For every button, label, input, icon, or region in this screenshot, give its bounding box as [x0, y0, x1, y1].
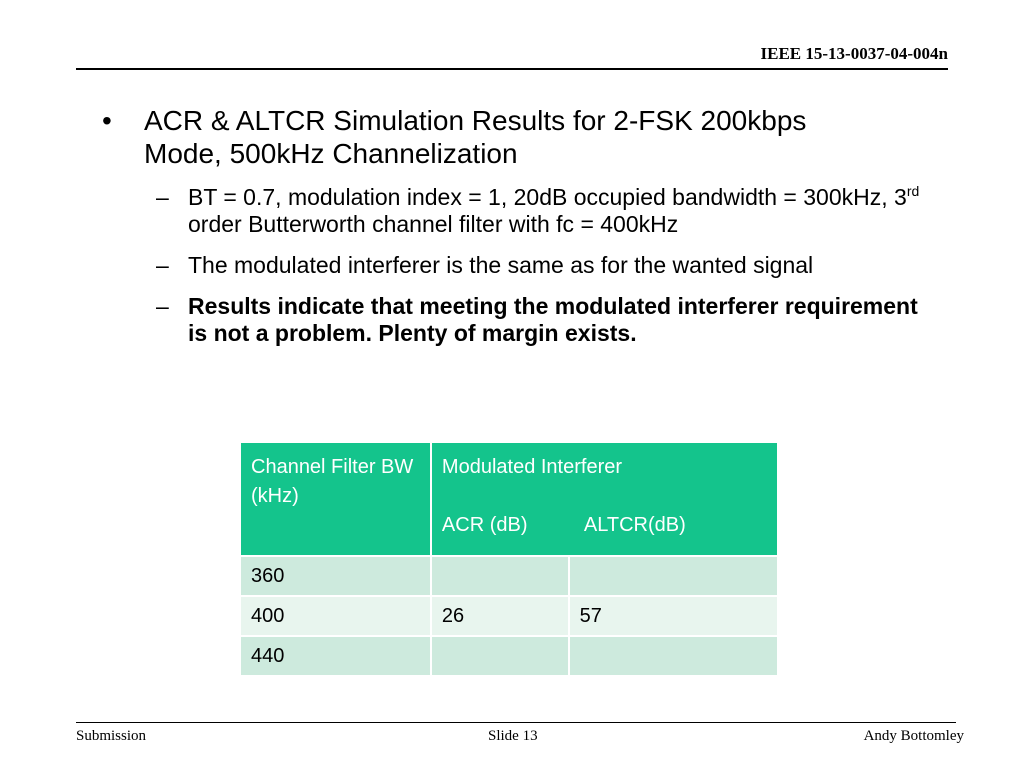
sub-bullet-interferer — [156, 252, 942, 279]
header-acr: ACR (dB) — [441, 514, 528, 536]
cell-acr — [431, 556, 569, 596]
ordinal-superscript: rd — [906, 183, 920, 199]
parameters-part1: BT = 0.7, modulation index = 1, 20dB occupied bandwidth = 300kHz, 3 — [188, 184, 907, 210]
dash-icon: – — [156, 252, 169, 278]
table-row — [240, 596, 778, 636]
bullet-icon: • — [102, 105, 112, 136]
cell-acr: 26 — [431, 596, 569, 636]
parameters-part2: order Butterworth channel filter with fc = 400kHz — [188, 211, 679, 237]
sub-bullet-parameters — [156, 184, 942, 238]
table-row — [240, 556, 778, 596]
table-row — [240, 636, 778, 676]
header-channel-filter-bw: Channel Filter BW (kHz) — [240, 442, 431, 556]
cell-bw: 440 — [240, 636, 431, 676]
sub-bullet-interferer-text: The modulated interferer is the same as for the wanted signal — [188, 252, 814, 278]
cell-altcr: 57 — [569, 596, 778, 636]
footer-submission: Submission — [76, 728, 147, 744]
footer-slide-number: Slide 13 — [488, 728, 538, 744]
results-table — [239, 441, 779, 677]
cell-altcr — [569, 556, 778, 596]
header-modulated-interferer — [431, 442, 778, 556]
sub-bullet-conclusion-text: Results indicate that meeting the modulated interferer requirement is not a problem. Plenty of margin exists. — [188, 293, 918, 346]
dash-icon: – — [156, 293, 169, 319]
header-subcolumns — [442, 511, 767, 540]
dash-icon: – — [156, 184, 169, 210]
header-altcr: ALTCR(dB) — [583, 514, 686, 536]
cell-acr — [431, 636, 569, 676]
sub-bullet-parameters-text — [188, 184, 928, 238]
footer-divider — [76, 722, 956, 723]
sub-bullet-conclusion — [156, 293, 942, 347]
cell-bw: 400 — [240, 596, 431, 636]
cell-bw: 360 — [240, 556, 431, 596]
main-bullet-text: ACR & ALTCR Simulation Results for 2-FSK 200kbps Mode, 500kHz Channelization — [144, 105, 807, 169]
document-id: IEEE 15-13-0037-04-004n — [760, 44, 948, 63]
header-divider — [76, 68, 948, 70]
footer-author: Andy Bottomley — [863, 728, 964, 744]
cell-altcr — [569, 636, 778, 676]
main-bullet — [102, 104, 942, 170]
table-header-row — [240, 442, 778, 556]
header-group-label: Modulated Interferer — [441, 456, 623, 478]
slide-body — [102, 104, 942, 347]
